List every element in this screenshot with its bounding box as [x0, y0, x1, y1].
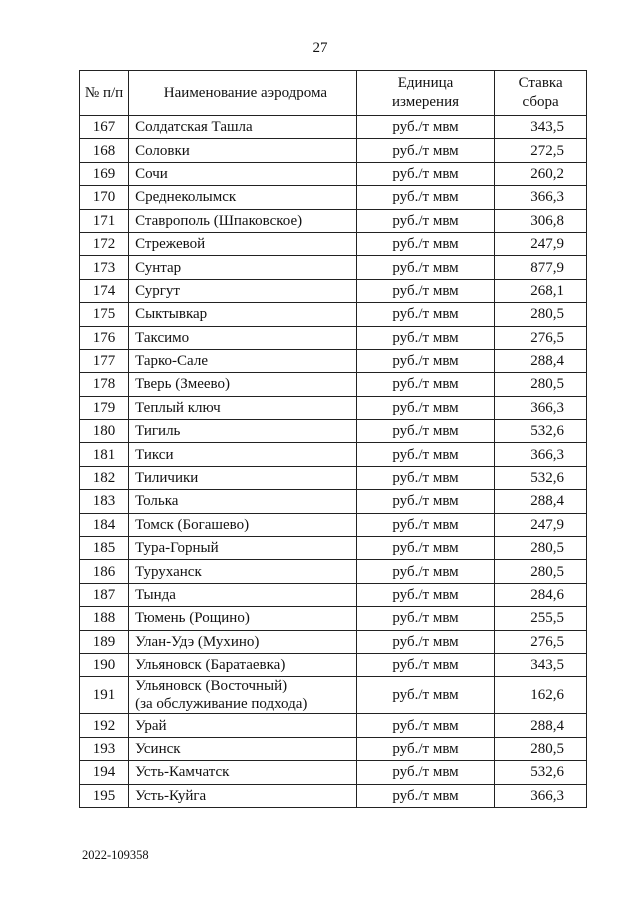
fee-rate: 343,5 — [495, 653, 587, 676]
unit: руб./т мвм — [356, 630, 494, 653]
airport-name-line: Усинск — [135, 740, 181, 757]
row-number: 194 — [80, 761, 129, 784]
table-row — [80, 326, 587, 349]
airport-name — [129, 116, 357, 139]
row-number: 181 — [80, 443, 129, 466]
airport-name-line: Ставрополь (Шпаковское) — [135, 212, 303, 229]
row-number: 191 — [80, 677, 129, 714]
airport-name — [129, 466, 357, 489]
airport-fee-table — [79, 70, 587, 808]
unit: руб./т мвм — [356, 396, 494, 419]
row-number: 186 — [80, 560, 129, 583]
table-row — [80, 583, 587, 606]
row-number: 184 — [80, 513, 129, 536]
header-airport-name: Наименование аэродрома — [129, 71, 357, 116]
table-row — [80, 186, 587, 209]
airport-name — [129, 396, 357, 419]
fee-rate: 247,9 — [495, 513, 587, 536]
table-row — [80, 466, 587, 489]
table-row — [80, 162, 587, 185]
airport-name — [129, 139, 357, 162]
table-row — [80, 560, 587, 583]
row-number: 167 — [80, 116, 129, 139]
unit: руб./т мвм — [356, 761, 494, 784]
fee-rate: 268,1 — [495, 279, 587, 302]
airport-name-line: Сочи — [135, 165, 168, 182]
unit: руб./т мвм — [356, 326, 494, 349]
row-number: 189 — [80, 630, 129, 653]
table-row — [80, 116, 587, 139]
page-number: 27 — [312, 40, 328, 56]
row-number: 177 — [80, 349, 129, 372]
airport-name-line: Улан-Удэ (Мухино) — [135, 633, 260, 650]
table-row — [80, 653, 587, 676]
row-number: 187 — [80, 583, 129, 606]
table-row — [80, 279, 587, 302]
airport-name — [129, 630, 357, 653]
airport-name — [129, 373, 357, 396]
airport-name — [129, 677, 357, 714]
fee-rate: 247,9 — [495, 232, 587, 255]
unit: руб./т мвм — [356, 466, 494, 489]
row-number: 175 — [80, 303, 129, 326]
row-number: 185 — [80, 537, 129, 560]
fee-rate: 280,5 — [495, 560, 587, 583]
unit: руб./т мвм — [356, 279, 494, 302]
unit: руб./т мвм — [356, 209, 494, 232]
unit: руб./т мвм — [356, 420, 494, 443]
unit: руб./т мвм — [356, 232, 494, 255]
airport-name-line: Тында — [135, 587, 176, 603]
row-number: 192 — [80, 714, 129, 737]
unit: руб./т мвм — [356, 537, 494, 560]
table-row — [80, 373, 587, 396]
fee-rate: 162,6 — [495, 677, 587, 714]
fee-rate: 877,9 — [495, 256, 587, 279]
unit: руб./т мвм — [356, 443, 494, 466]
airport-name-line: Сыктывкар — [135, 306, 208, 323]
unit: руб./т мвм — [356, 653, 494, 676]
airport-name-line: Туруханск — [135, 563, 202, 580]
table-row — [80, 761, 587, 784]
airport-name — [129, 607, 357, 630]
unit: руб./т мвм — [356, 373, 494, 396]
row-number: 174 — [80, 279, 129, 302]
table-row — [80, 256, 587, 279]
airport-name-line: Тверь (Змеево) — [135, 376, 231, 393]
table-header-row — [80, 71, 587, 116]
unit: руб./т мвм — [356, 303, 494, 326]
unit: руб./т мвм — [356, 139, 494, 162]
row-number: 195 — [80, 784, 129, 807]
row-number: 170 — [80, 186, 129, 209]
airport-name — [129, 490, 357, 513]
airport-name-line: Тура-Горный — [135, 540, 219, 557]
unit: руб./т мвм — [356, 490, 494, 513]
unit: руб./т мвм — [356, 349, 494, 372]
fee-rate: 276,5 — [495, 326, 587, 349]
airport-name — [129, 256, 357, 279]
row-number: 190 — [80, 653, 129, 676]
unit: руб./т мвм — [356, 116, 494, 139]
airport-name-line: Таксимо — [135, 329, 190, 346]
fee-rate: 280,5 — [495, 537, 587, 560]
airport-name-line: Усть-Камчатск — [135, 764, 230, 781]
fee-rate: 284,6 — [495, 583, 587, 606]
airport-name-line: Ульяновск (Восточный) — [135, 678, 288, 695]
row-number: 173 — [80, 256, 129, 279]
airport-name — [129, 209, 357, 232]
fee-rate: 276,5 — [495, 630, 587, 653]
airport-name — [129, 162, 357, 185]
airport-name-line: Соловки — [135, 142, 190, 159]
fee-rate: 288,4 — [495, 714, 587, 737]
fee-rate: 255,5 — [495, 607, 587, 630]
table-row — [80, 396, 587, 419]
table-row — [80, 677, 587, 714]
table-row — [80, 714, 587, 737]
fee-rate: 366,3 — [495, 784, 587, 807]
airport-name-line: Усть-Куйга — [135, 787, 207, 804]
row-number: 169 — [80, 162, 129, 185]
airport-name — [129, 737, 357, 760]
table-row — [80, 139, 587, 162]
airport-name — [129, 560, 357, 583]
airport-name — [129, 443, 357, 466]
airport-name-line: Тигиль — [135, 423, 181, 440]
airport-name — [129, 784, 357, 807]
unit: руб./т мвм — [356, 256, 494, 279]
airport-name-line: Теплый ключ — [135, 399, 221, 416]
unit: руб./т мвм — [356, 513, 494, 536]
airport-name-line: Ульяновск (Баратаевка) — [135, 657, 286, 674]
table-row — [80, 209, 587, 232]
table-row — [80, 443, 587, 466]
airport-name — [129, 761, 357, 784]
row-number: 182 — [80, 466, 129, 489]
table-row — [80, 737, 587, 760]
fee-rate: 532,6 — [495, 466, 587, 489]
airport-name-line: Среднеколымск — [135, 189, 237, 206]
row-number: 171 — [80, 209, 129, 232]
table-row — [80, 513, 587, 536]
row-number: 176 — [80, 326, 129, 349]
fee-rate: 532,6 — [495, 761, 587, 784]
airport-name-line: Тюмень (Рощино) — [135, 610, 250, 627]
airport-name — [129, 303, 357, 326]
airport-name-line: Стрежевой — [135, 236, 206, 253]
row-number: 180 — [80, 420, 129, 443]
fee-rate: 343,5 — [495, 116, 587, 139]
fee-rate: 366,3 — [495, 186, 587, 209]
unit: руб./т мвм — [356, 186, 494, 209]
header-unit-line-1: Единица — [397, 75, 454, 91]
airport-name-line: Тикси — [135, 446, 174, 463]
fee-rate: 366,3 — [495, 443, 587, 466]
airport-name-line: Толька — [135, 493, 179, 510]
airport-name-line: Томск (Богашево) — [135, 516, 250, 533]
airport-name-line: Урай — [135, 717, 167, 734]
fee-rate: 532,6 — [495, 420, 587, 443]
table-row — [80, 607, 587, 630]
airport-name — [129, 279, 357, 302]
table-row — [80, 537, 587, 560]
header-unit-line-2: измерения — [392, 94, 460, 110]
airport-name-line: Тиличики — [135, 470, 199, 487]
airport-name — [129, 420, 357, 443]
fee-rate: 260,2 — [495, 162, 587, 185]
airport-name-line: (за обслуживание подхода) — [135, 696, 308, 713]
fee-rate: 280,5 — [495, 737, 587, 760]
unit: руб./т мвм — [356, 714, 494, 737]
row-number: 178 — [80, 373, 129, 396]
row-number: 183 — [80, 490, 129, 513]
airport-name — [129, 653, 357, 676]
fee-rate: 280,5 — [495, 373, 587, 396]
unit: руб./т мвм — [356, 162, 494, 185]
airport-name-line: Сунтар — [135, 259, 182, 276]
fee-rate: 272,5 — [495, 139, 587, 162]
row-number: 193 — [80, 737, 129, 760]
unit: руб./т мвм — [356, 560, 494, 583]
row-number: 172 — [80, 232, 129, 255]
document-id: 2022-109358 — [82, 848, 149, 862]
airport-name — [129, 349, 357, 372]
airport-name — [129, 513, 357, 536]
airport-name — [129, 186, 357, 209]
table-row — [80, 630, 587, 653]
unit: руб./т мвм — [356, 677, 494, 714]
header-rate-line-2: сбора — [522, 94, 559, 110]
fee-rate: 288,4 — [495, 490, 587, 513]
table-row — [80, 784, 587, 807]
airport-name — [129, 537, 357, 560]
airport-name — [129, 232, 357, 255]
header-number: № п/п — [80, 71, 129, 116]
fee-rate: 288,4 — [495, 349, 587, 372]
table-row — [80, 420, 587, 443]
table-row — [80, 349, 587, 372]
table-row — [80, 232, 587, 255]
airport-name-line: Солдатская Ташла — [135, 119, 253, 136]
row-number: 168 — [80, 139, 129, 162]
airport-name-line: Тарко-Сале — [135, 353, 208, 370]
row-number: 179 — [80, 396, 129, 419]
row-number: 188 — [80, 607, 129, 630]
unit: руб./т мвм — [356, 607, 494, 630]
fee-rate: 306,8 — [495, 209, 587, 232]
table-row — [80, 303, 587, 326]
table-body — [80, 116, 587, 808]
header-rate-line-1: Ставка — [518, 75, 563, 91]
table-row — [80, 490, 587, 513]
airport-name — [129, 714, 357, 737]
header-unit — [356, 71, 494, 116]
unit: руб./т мвм — [356, 737, 494, 760]
airport-name — [129, 326, 357, 349]
fee-rate: 280,5 — [495, 303, 587, 326]
unit: руб./т мвм — [356, 583, 494, 606]
airport-name — [129, 583, 357, 606]
header-rate — [495, 71, 587, 116]
fee-rate: 366,3 — [495, 396, 587, 419]
airport-name-line: Сургут — [135, 282, 180, 299]
unit: руб./т мвм — [356, 784, 494, 807]
